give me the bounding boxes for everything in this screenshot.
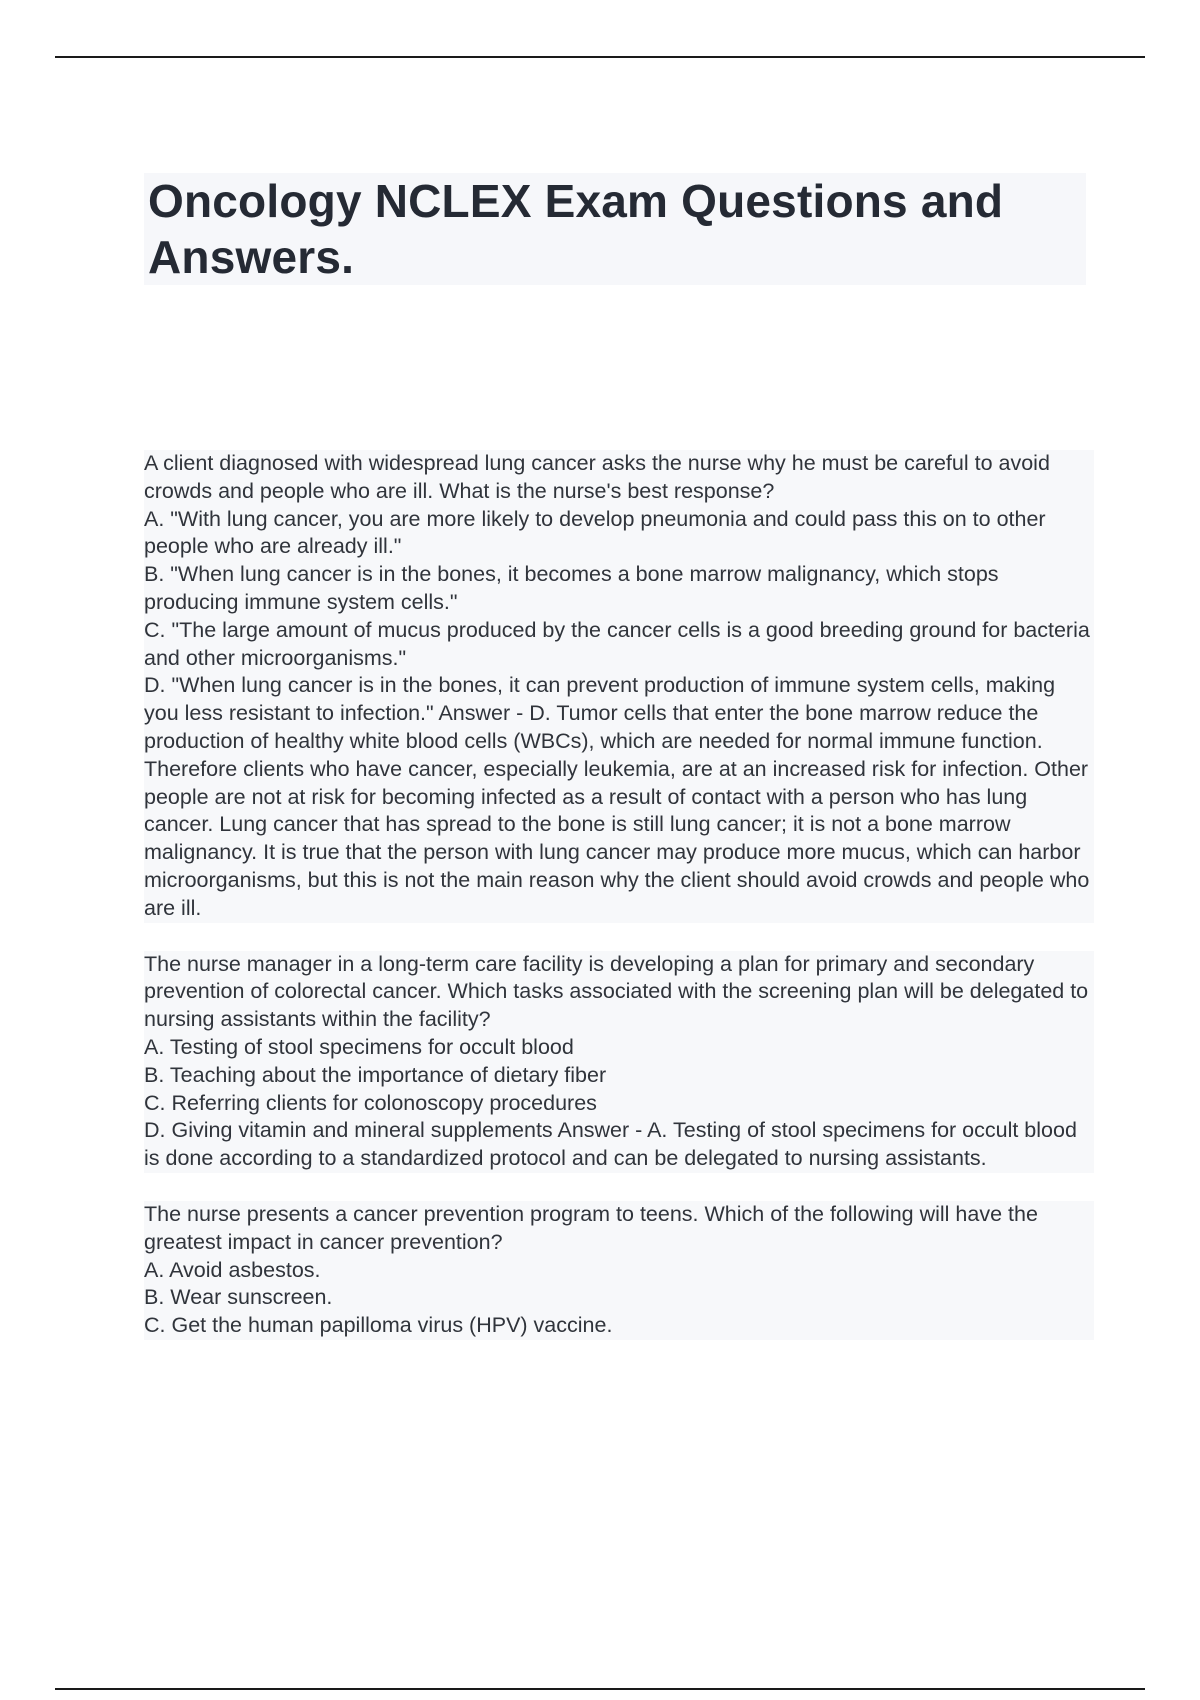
option-a: A. Avoid asbestos. [144, 1257, 321, 1282]
option-a: A. Testing of stool specimens for occult blood [144, 1034, 574, 1059]
option-c: C. Referring clients for colonoscopy procedures [144, 1090, 597, 1115]
question-block-1 [144, 450, 1094, 923]
option-d-with-answer [144, 672, 1094, 922]
question-stem: A client diagnosed with widespread lung cancer asks the nurse why he must be careful to avoid crowds and people who are ill. What is the nurse's best response? [144, 451, 1050, 503]
option-d-with-answer [144, 1117, 1094, 1173]
question-stem: The nurse presents a cancer prevention program to teens. Which of the following will have the greatest impact in cancer prevention? [144, 1201, 1038, 1254]
option-d: D. Giving vitamin and mineral supplements [144, 1118, 553, 1143]
answer-rationale: Answer - A. Testing of stool specimens for occult blood is done according to a standardized protocol and can be delegated to nursing assistants. [144, 1118, 1077, 1171]
page-title: Oncology NCLEX Exam Questions and Answers. [148, 175, 1004, 283]
option-a: A. "With lung cancer, you are more likely to develop pneumonia and could pass this on to other people who are already ill." [144, 506, 1046, 559]
option-b: B. Wear sunscreen. [144, 1285, 333, 1310]
answer-rationale: Answer - D. Tumor cells that enter the bone marrow reduce the production of healthy white blood cells (WBCs), which are needed for normal immune function. Therefore clients who have cancer, especially leukemia, are at an increased risk for infection. Other people are not at risk for becoming infected as a result of contact with a person who has lung cancer. Lung cancer that has spread to the bone is still lung cancer; it is not a bone marrow malignancy. It is true that the person with lung cancer may produce more mucus, which can harbor microorganisms, but this is not the main reason why the client should avoid crowds and people who are ill. [144, 701, 1090, 920]
question-block-3 [144, 1201, 1094, 1340]
option-d: D. "When lung cancer is in the bones, it can prevent production of immune system cells, making you less resistant to infection." [144, 673, 1056, 726]
document-body [144, 450, 1094, 1368]
question-block-2 [144, 951, 1094, 1173]
question-stem: The nurse manager in a long-term care facility is developing a plan for primary and secondary prevention of colorectal cancer. Which tasks associated with the screening plan will be delegated to nursing assistants within the facility? [144, 951, 1089, 1032]
option-c: C. Get the human papilloma virus (HPV) vaccine. [144, 1313, 613, 1338]
bottom-divider [55, 1688, 1145, 1690]
option-b: B. "When lung cancer is in the bones, it becomes a bone marrow malignancy, which stops producing immune system cells." [144, 562, 999, 614]
option-c: C. "The large amount of mucus produced by the cancer cells is a good breeding ground for bacteria and other microorganisms." [144, 617, 1090, 670]
option-b: B. Teaching about the importance of dietary fiber [144, 1062, 607, 1087]
title-block [144, 173, 1086, 285]
top-divider [55, 56, 1145, 58]
